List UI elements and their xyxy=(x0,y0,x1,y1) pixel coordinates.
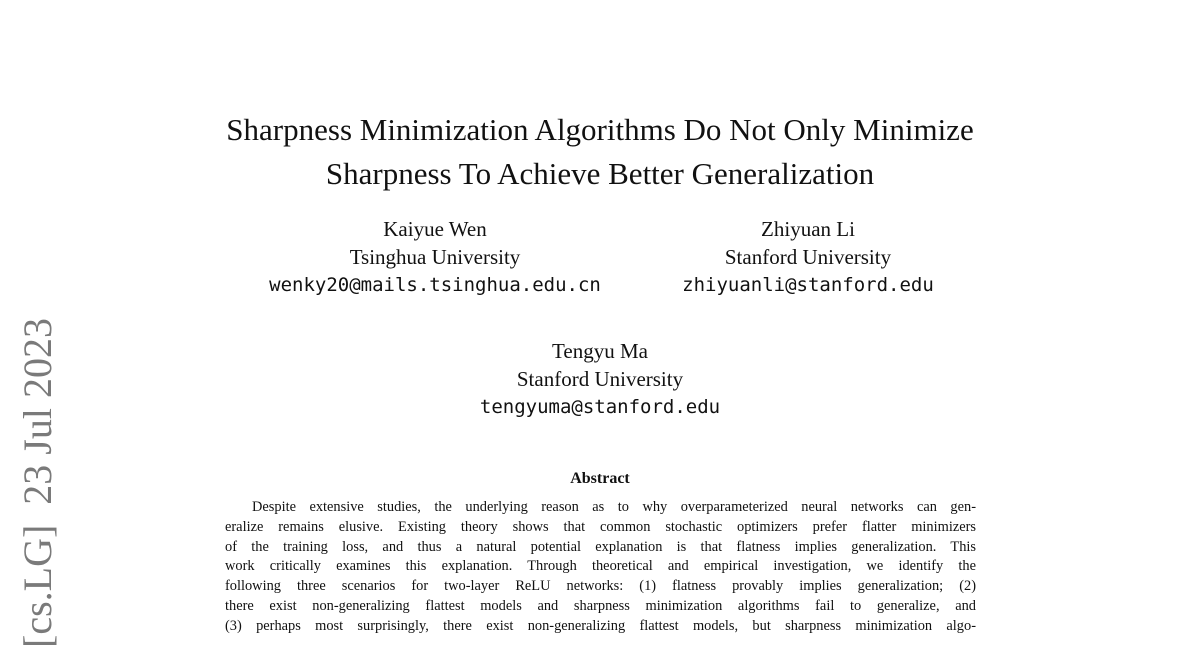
author-email: zhiyuanli@stanford.edu xyxy=(682,274,934,296)
abstract-line: eralize remains elusive. Existing theory shows that common stochastic optimizers prefer flatter minimizers xyxy=(225,518,976,535)
author-affiliation: Stanford University xyxy=(516,366,684,391)
abstract-line: work critically examines this explanation. Through theoretical and empirical investigation, we identify the xyxy=(225,558,976,575)
title-line: Sharpness To Achieve Better Generalization xyxy=(325,156,875,191)
abstract-line: there exist non-generalizing flattest models and sharpness minimization algorithms fail to generalize, and xyxy=(225,597,976,614)
paper-title xyxy=(150,108,1050,196)
author-block xyxy=(400,338,800,421)
author-block xyxy=(235,216,635,299)
abstract-line: following three scenarios for two-layer ReLU networks: (1) flatness provably implies generalization; (2) xyxy=(225,578,976,595)
author-name: Tengyu Ma xyxy=(552,339,648,363)
author-affiliation: Stanford University xyxy=(724,244,892,269)
abstract-line: of the training loss, and thus a natural potential explanation is that flatness implies generalization. This xyxy=(225,538,976,555)
abstract-line: Despite extensive studies, the underlying reason as to why overparameterized neural networks can gen- xyxy=(252,499,976,515)
title-line: Sharpness Minimization Algorithms Do Not Only Minimize xyxy=(226,112,974,147)
author-email: tengyuma@stanford.edu xyxy=(479,396,721,418)
arxiv-stamp xyxy=(8,0,68,648)
abstract-line: (3) perhaps most surprisingly, there exist non-generalizing flattest models, but sharpness minimization algo- xyxy=(225,617,976,634)
author-name: Kaiyue Wen xyxy=(383,217,487,241)
arxiv-category: [cs.LG] xyxy=(15,524,60,648)
abstract-heading: Abstract xyxy=(570,470,630,487)
author-name: Zhiyuan Li xyxy=(761,217,855,241)
author-affiliation: Tsinghua University xyxy=(349,244,521,269)
arxiv-date: 23 Jul 2023 xyxy=(15,318,60,505)
abstract-body xyxy=(225,498,976,637)
author-block xyxy=(608,216,1008,299)
author-email: wenky20@mails.tsinghua.edu.cn xyxy=(269,274,601,296)
